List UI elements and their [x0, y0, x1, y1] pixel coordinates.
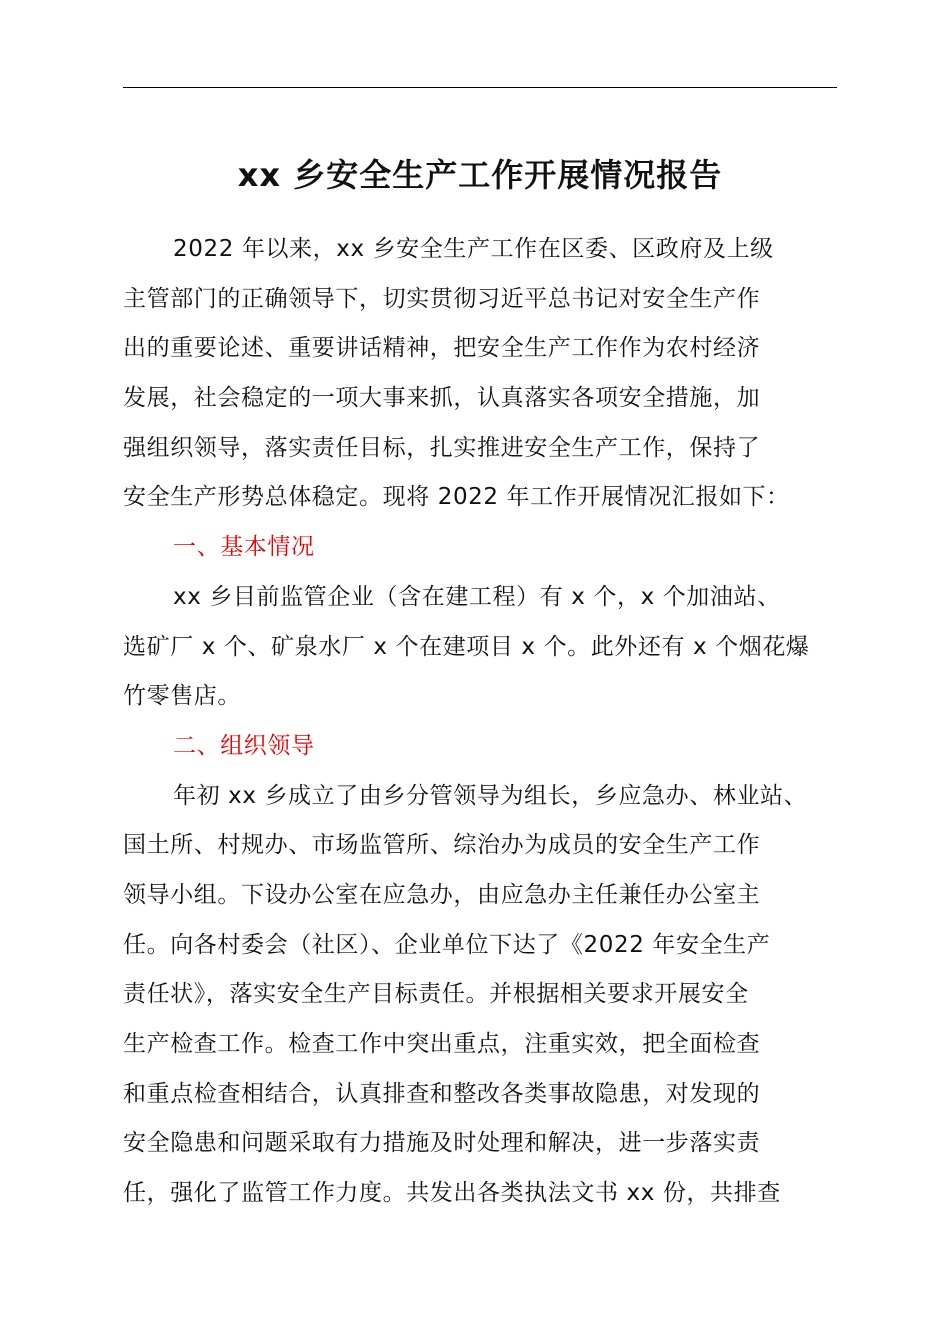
section-heading-organization: 二、组织领导 — [173, 732, 315, 759]
paragraph-line: 领导小组。下设办公室在应急办，由应急办主任兼任办公室主 — [123, 881, 761, 908]
paragraph-line: 强组织领导，落实责任目标，扎实推进安全生产工作，保持了 — [123, 434, 761, 461]
header-rule — [123, 87, 837, 88]
paragraph-line: 主管部门的正确领导下，切实贯彻习近平总书记对安全生产作 — [123, 285, 761, 312]
paragraph-line: 安全生产形势总体稳定。现将 2022 年工作开展情况汇报如下： — [123, 484, 790, 511]
paragraph-line: 任，强化了监管工作力度。共发出各类执法文书 xx 份，共排查 — [123, 1180, 781, 1207]
paragraph-line: 出的重要论述、重要讲话精神，把安全生产工作作为农村经济 — [123, 335, 761, 362]
paragraph-line: 国土所、村规办、市场监管所、综治办为成员的安全生产工作 — [123, 832, 761, 859]
section-heading-basic: 一、基本情况 — [173, 534, 315, 561]
paragraph-line: 发展，社会稳定的一项大事来抓，认真落实各项安全措施，加 — [123, 385, 761, 412]
paragraph-line: 和重点检查相结合，认真排查和整改各类事故隐患，对发现的 — [123, 1080, 761, 1107]
paragraph-line: 年初 xx 乡成立了由乡分管领导为组长，乡应急办、林业站、 — [173, 782, 808, 809]
paragraph-line: 选矿厂 x 个、矿泉水厂 x 个在建项目 x 个。此外还有 x 个烟花爆 — [123, 633, 810, 660]
document-title: xx 乡安全生产工作开展情况报告 — [237, 156, 723, 194]
paragraph-line: xx 乡目前监管企业（含在建工程）有 x 个，x 个加油站、 — [173, 583, 781, 610]
paragraph-line: 2022 年以来，xx 乡安全生产工作在区委、区政府及上级 — [173, 236, 774, 262]
paragraph-line: 责任状》，落实安全生产目标责任。并根据相关要求开展安全 — [123, 981, 749, 1008]
paragraph-line: 任。向各村委会（社区）、企业单位下达了《2022 年安全生产 — [123, 931, 771, 958]
paragraph-line: 竹零售店。 — [123, 683, 241, 710]
paragraph-line: 生产检查工作。检查工作中突出重点，注重实效，把全面检查 — [123, 1031, 761, 1057]
paragraph-line: 安全隐患和问题采取有力措施及时处理和解决，进一步落实责 — [123, 1130, 761, 1157]
document-body — [123, 225, 839, 1219]
